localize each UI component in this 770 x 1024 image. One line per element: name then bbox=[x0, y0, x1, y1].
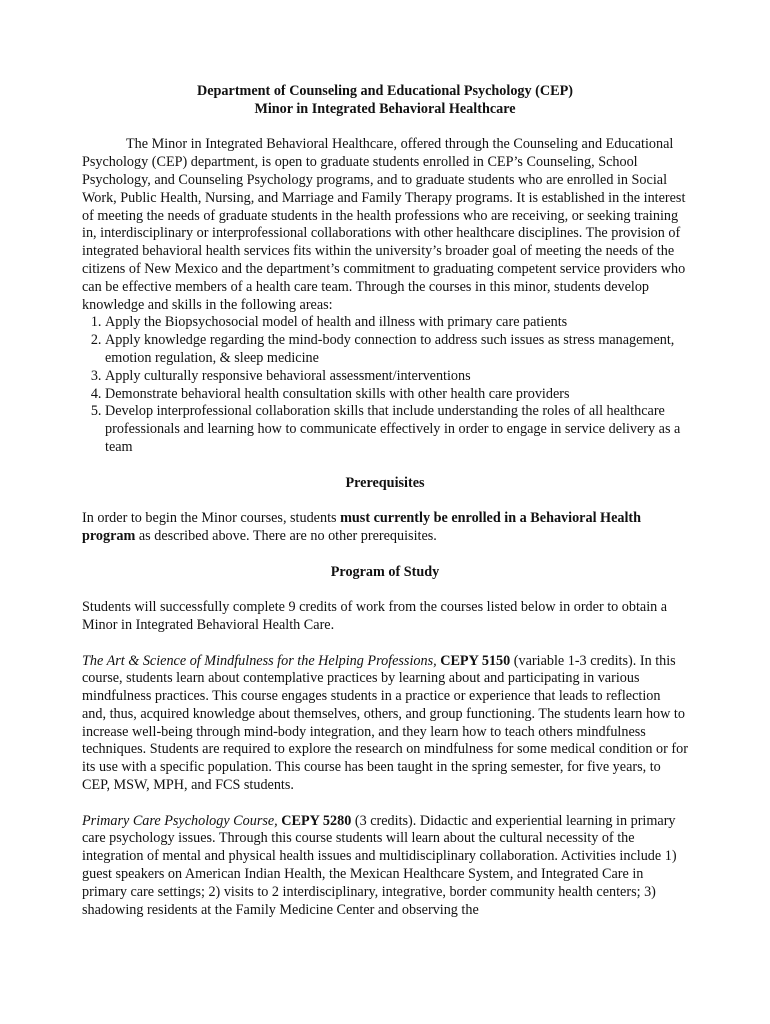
title-line-2: Minor in Integrated Behavioral Healthcare bbox=[254, 100, 516, 117]
prerequisites-paragraph bbox=[82, 510, 688, 546]
title-line-1: Department of Counseling and Educational Psychology (CEP) bbox=[197, 83, 573, 99]
list-item: 1. Apply the Biopsychosocial model of health and illness with primary care patients bbox=[105, 314, 688, 332]
course-code: CEPY 5150 bbox=[440, 652, 511, 669]
intro-paragraph: The Minor in Integrated Behavioral Healthcare, offered through the Counseling and Educational Psychology (CEP) department, is open to graduate students enrolled in CEP’s Counseling, School Psychology, and Counseling Psychology programs, and to graduate students who are enrolled in Social Work, Public Health, Nursing, and Marriage and Family Therapy programs. It is established in the interest of meeting the needs of graduate students in the health professions who are receiving, or seeking training in, interdisciplinary or interprofessional collaborations with other healthcare disciplines. The provision of integrated behavioral health services fits within the university’s broader goal of meeting the needs of the citizens of New Mexico and the department’s commitment to graduating competent service providers who can be effective members of a health care team. Through the courses in this minor, students develop knowledge and skills in the following areas: bbox=[82, 136, 686, 313]
document-page bbox=[82, 83, 688, 937]
course-title: The Art & Science of Mindfulness for the Helping Professions, bbox=[82, 652, 437, 669]
course-entry bbox=[82, 653, 688, 795]
list-item: 2. Apply knowledge regarding the mind-body connection to address such issues as stress management, emotion regulation, & sleep medicine bbox=[105, 332, 688, 368]
prereq-text-after: as described above. There are no other prerequisites. bbox=[135, 527, 437, 544]
prerequisites-heading: Prerequisites bbox=[345, 474, 425, 491]
course-code: CEPY 5280 bbox=[281, 812, 352, 829]
course-title: Primary Care Psychology Course, bbox=[82, 812, 278, 829]
course-entry bbox=[82, 813, 688, 920]
prereq-text-before: In order to begin the Minor courses, students bbox=[82, 510, 341, 527]
document-title bbox=[82, 83, 688, 119]
prereq-text-bold: must currently be enrolled in a Behavioral Health program bbox=[82, 510, 642, 544]
course-description: Didactic and experiential learning in primary care psychology issues. Through this course students will learn about the cultural necessity of the integration of mental and physical health issues and multidisciplinary collaboration. Activities include 1) guest speakers on American Indian Health, the Mexican Healthcare System, and Integrated Care in primary care settings; 2) visits to 2 interdisciplinary, integrative, border community health centers; 3) shadowing residents at the Family Medicine Center and observing the bbox=[82, 812, 677, 918]
program-intro-paragraph: Students will successfully complete 9 credits of work from the courses listed below in order to obtain a Minor in Integrated Behavioral Health Care. bbox=[82, 599, 668, 633]
list-item: 4. Demonstrate behavioral health consultation skills with other health care providers bbox=[105, 386, 688, 404]
list-item: 3. Apply culturally responsive behavioral assessment/interventions bbox=[105, 368, 688, 386]
skill-areas-list bbox=[82, 314, 688, 456]
course-credits: (variable 1-3 credits). bbox=[513, 652, 637, 669]
course-description: In this course, students learn about contemplative practices by learning about and participating in various mindfulness practices. This course engages students in a practice or experience that leads to reflection and, thus, acquired knowledge about themselves, others, and group functioning. The students learn how to increase well-being through mind-body integration, and they learn how to teach others mindfulness techniques. Students are required to explore the research on mindfulness for some medical condition or for its use with a specific population. This course has been taught in the spring semester, for five years, to CEP, MSW, MPH, and FCS students. bbox=[82, 652, 688, 794]
course-credits: (3 credits). bbox=[354, 812, 417, 829]
list-item: 5. Develop interprofessional collaboration skills that include understanding the roles of all healthcare professionals and learning how to communicate effectively in order to engage in service delivery as a team bbox=[105, 403, 688, 456]
program-of-study-heading: Program of Study bbox=[330, 563, 440, 580]
